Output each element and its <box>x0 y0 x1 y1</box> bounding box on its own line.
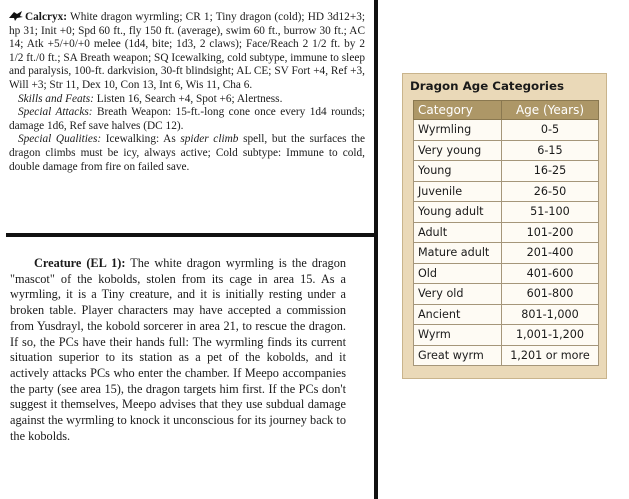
stat-main <box>9 11 365 93</box>
horizontal-divider <box>6 233 378 237</box>
creature-paragraph <box>10 256 346 444</box>
age-cell: 16-25 <box>501 161 598 182</box>
table-row <box>414 140 599 161</box>
category-cell: Juvenile <box>414 181 502 202</box>
category-cell: Very old <box>414 284 502 305</box>
table-row <box>414 120 599 141</box>
attacks-line <box>9 106 365 133</box>
dragon-age-sidebar <box>402 73 607 379</box>
age-cell: 26-50 <box>501 181 598 202</box>
category-cell: Ancient <box>414 304 502 325</box>
stat-intro: White dragon wyrmling; CR 1; Tiny dragon (cold); HD 3d12+3; hp 31; Init +0; Spd 60 ft., fly 150 ft. (average), swim 60 ft., burrow 30 ft.; AC 14; Atk +5/+0/+0 melee (1d4, bite; 1d3, 2 claws); Face/Reach 2 1/2 ft. by 2 1/2 ft./0 ft.; SA Breath weapon; SQ Icewalking, cold subtype, immune to sleep and paralysis, 100-ft. darkvision, 30-ft blindsight; AL CE; SV Fort +4, Ref +3, Will +3; Str 11, Dex 10, Con 13, Int 6, Wis 11, Cha 6. <box>9 11 365 91</box>
creature-text: The white dragon wyrmling is the dragon "mascot" of the kobolds, stolen from its cage in area 15. As a wyrmling, it is a Tiny creature, and it is initially resting under a broken table. Player characters may have accepted a commission from Yusdrayl, the kobold sorcerer in area 21, to rescue the dragon. If so, the PCs have their hands full: The wyrmling finds its current situation superior to its station as a pet of the kobolds, and it actively attacks PCs who enter the chamber. If Meepo accompanies the party (see area 15), the dragon targets him first. If the PCs don't suggest it themselves, Meepo advises that they use subdual damage against the wyrmling to knock it unconscious for its journey back to the kobolds. <box>10 256 346 443</box>
creature-heading: Creature (EL 1): <box>34 256 126 270</box>
age-cell: 6-15 <box>501 140 598 161</box>
table-row <box>414 161 599 182</box>
creature-section <box>10 256 346 444</box>
vertical-divider <box>374 0 378 499</box>
table-row <box>414 243 599 264</box>
age-cell: 1,201 or more <box>501 345 598 366</box>
table-row <box>414 181 599 202</box>
age-cell: 101-200 <box>501 222 598 243</box>
category-cell: Wyrm <box>414 325 502 346</box>
skills-label: Skills and Feats: <box>18 92 94 105</box>
header-age: Age (Years) <box>501 101 598 120</box>
skills-line <box>9 93 365 107</box>
skills-text: Listen 16, Search +4, Spot +6; Alertness. <box>93 92 283 105</box>
age-table <box>413 100 599 366</box>
table-row <box>414 345 599 366</box>
qualities-spell: spider climb <box>180 133 239 146</box>
age-cell: 401-600 <box>501 263 598 284</box>
table-row <box>414 325 599 346</box>
table-row <box>414 222 599 243</box>
category-cell: Old <box>414 263 502 284</box>
qualities-label: Special Qualities: <box>18 133 102 146</box>
age-cell: 1,001-1,200 <box>501 325 598 346</box>
age-table-header-row <box>414 101 599 120</box>
category-cell: Wyrmling <box>414 120 502 141</box>
category-cell: Young <box>414 161 502 182</box>
age-cell: 601-800 <box>501 284 598 305</box>
dragon-bullet-icon <box>9 11 23 21</box>
age-cell: 201-400 <box>501 243 598 264</box>
category-cell: Mature adult <box>414 243 502 264</box>
age-cell: 801-1,000 <box>501 304 598 325</box>
qualities-text-b: spell, but the surfaces the dragon climbs must be icy, always active; Cold subtype: Immune to cold, double damage from fire on failed save. <box>9 133 365 173</box>
attacks-label: Special Attacks: <box>18 106 93 119</box>
age-cell: 0-5 <box>501 120 598 141</box>
age-table-title: Dragon Age Categories <box>410 79 564 93</box>
age-cell: 51-100 <box>501 202 598 223</box>
stat-block <box>9 11 365 174</box>
table-row <box>414 304 599 325</box>
table-row <box>414 284 599 305</box>
header-category: Category <box>414 101 502 120</box>
table-row <box>414 202 599 223</box>
category-cell: Great wyrm <box>414 345 502 366</box>
category-cell: Adult <box>414 222 502 243</box>
attacks-text: Breath Weapon: 15-ft.-long cone once every 1d4 rounds; damage 1d6, Ref save halves (DC 12). <box>9 106 365 132</box>
creature-name: Calcryx: <box>25 11 68 23</box>
qualities-text-a: Icewalking: As <box>101 133 181 146</box>
qualities-line <box>9 133 365 174</box>
category-cell: Very young <box>414 140 502 161</box>
table-row <box>414 263 599 284</box>
category-cell: Young adult <box>414 202 502 223</box>
